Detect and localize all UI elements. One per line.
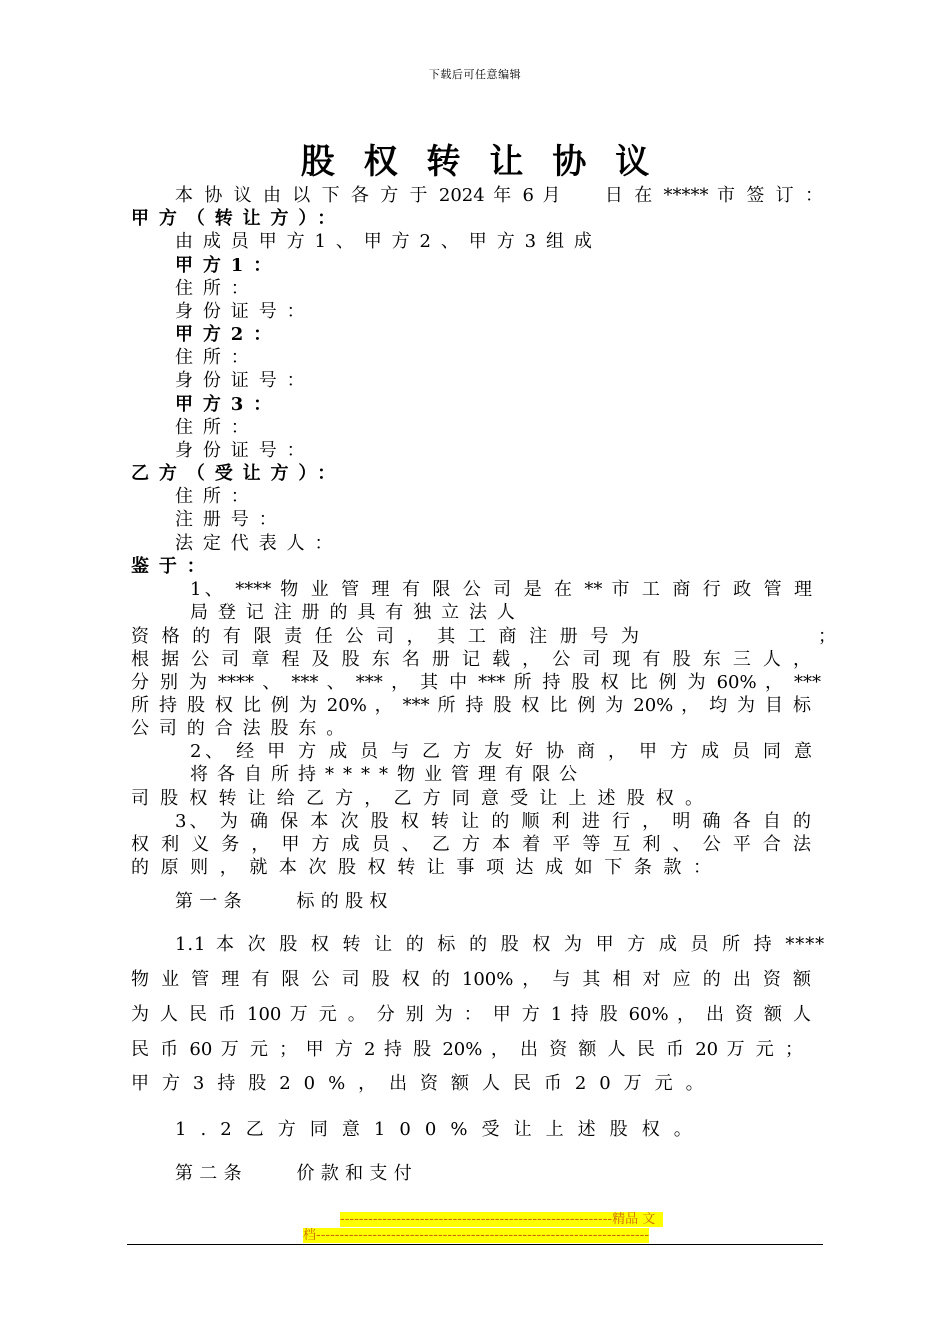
whereas-heading: 鉴于： [131, 556, 215, 577]
party-a3-id: 身份证号： [175, 440, 315, 461]
whereas-p2-line3: 司股权转让给乙方，乙方同意受让上述股权。 [131, 788, 715, 809]
article1-clause11-line5: 甲方3持股20%，出资额人民币20万元。 [131, 1073, 717, 1094]
whereas-p3-line2: 权 利 义 务 ， 甲 方 成 员 、 乙 方 本 着 平 等 互 利 、 公 平 合 法 [131, 834, 811, 855]
whereas-p1-line4: 根 据 公 司 章 程 及 股 东 名 册 记 载 ， 公 司 现 有 股 东 三 人 ， [131, 649, 811, 670]
party-a2-id: 身份证号： [175, 370, 315, 391]
whereas-p1-line1: 1、 **** 物 业 管 理 有 限 公 司 是 在 ** 市 工 商 行 政 管 理 [190, 579, 812, 600]
party-a2-address: 住所： [175, 347, 259, 368]
whereas-p3-line3: 的 原 则 ， 就 本 次 股 权 转 让 事 项 达 成 如 下 条 款 ： [131, 857, 711, 878]
whereas-p1-line6: 所 持 股 权 比 例 为 20% ， *** 所 持 股 权 比 例 为 20% ， 均 为 目 标 [131, 695, 811, 716]
whereas-p1-line3-end: ； [818, 626, 846, 647]
article1-clause11-line1: 1.1 本 次 股 权 转 让 的 标 的 股 权 为 甲 方 成 员 所 持 **** [175, 934, 825, 955]
whereas-p2-line2: 将各自所持****物业管理有限公 [190, 764, 586, 785]
document-title: 股权转让协议 [300, 142, 679, 182]
article1-clause12: 1.2乙方同意100%受让上述股权。 [175, 1119, 706, 1140]
whereas-p2-line1: 2、 经 甲 方 成 员 与 乙 方 友 好 协 商 ， 甲 方 成 员 同 意 [190, 741, 812, 762]
party-a-members: 由成员甲方1、甲方2、甲方3组成 [175, 231, 602, 252]
party-a1-address: 住所： [175, 278, 259, 299]
whereas-p1-line5: 分 别 为 **** 、 *** 、 *** ， 其 中 *** 所 持 股 权 比 例 为 60% ， *** [131, 672, 821, 693]
party-a-heading: 甲方（转让方）： [131, 208, 346, 229]
party-a3-address: 住所： [175, 417, 259, 438]
article2-heading: 第二条 价款和支付 [175, 1163, 418, 1184]
article1-clause11-line2: 物 业 管 理 有 限 公 司 股 权 的 100% ， 与 其 相 对 应 的 出 资 额 [131, 969, 811, 990]
party-b-reg-no: 注册号： [175, 509, 287, 530]
party-a2-label: 甲方2： [175, 324, 282, 345]
article1-heading: 第一条 标的股权 [175, 891, 394, 912]
header-note: 下载后可任意编辑 [428, 68, 522, 81]
party-a1-label: 甲方1： [175, 255, 282, 276]
party-b-legal-rep: 法定代表人： [175, 533, 343, 554]
whereas-p1-line7: 公司的合法股东。 [131, 718, 355, 739]
whereas-p1-line3: 资 格 的 有 限 责 任 公 司 ， 其 工 商 注 册 号 为 [131, 626, 639, 647]
whereas-p1-line2: 局登记注册的具有独立法人 [190, 602, 525, 623]
whereas-p3-line1: 3、 为 确 保 本 次 股 权 转 让 的 顺 利 进 行 ， 明 确 各 自 的 [175, 811, 811, 832]
party-b-heading: 乙方（受让方）： [131, 463, 346, 484]
footer-rule [127, 1244, 823, 1245]
party-a3-label: 甲方3： [175, 394, 282, 415]
party-b-address: 住所： [175, 486, 259, 507]
article1-clause11-line3: 为 人 民 币 100 万 元 。 分 别 为 ： 甲 方 1 持 股 60% ， 出 资 额 人 [131, 1004, 811, 1025]
party-a1-id: 身份证号： [175, 301, 315, 322]
article1-clause11-line4: 民 币 60 万 元 ； 甲 方 2 持 股 20% ， 出 资 额 人 民 币 20 万 元 ； [131, 1039, 803, 1060]
intro-line: 本 协 议 由 以 下 各 方 于 2024 年 6 月 日 在 ***** 市 签 订 ： [175, 185, 823, 206]
footer-watermark-line2: 档----------------------------------------------------------------------- [303, 1228, 649, 1243]
footer-watermark-line1: ----------------------------------------------------------精品 文 [340, 1212, 663, 1227]
